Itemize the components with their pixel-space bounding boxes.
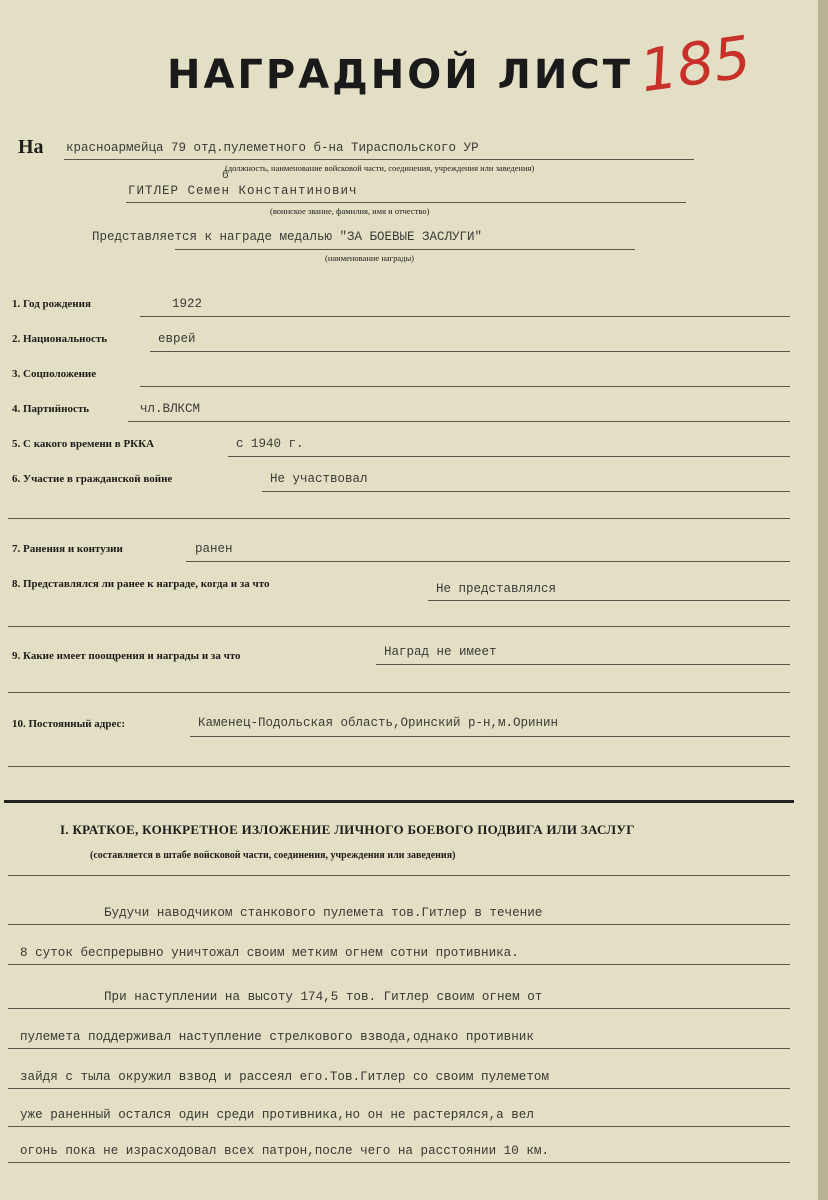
- field-label: 7. Ранения и контузии: [12, 543, 123, 555]
- field-value: Наград не имеет: [384, 645, 497, 659]
- paper-edge: [818, 0, 828, 1200]
- field-value: еврей: [158, 332, 196, 346]
- field-label: 10. Постоянный адрес:: [12, 718, 126, 730]
- field-value: чл.ВЛКСМ: [140, 402, 201, 416]
- field-value: с 1940 г.: [236, 437, 304, 451]
- field-label: 1. Год рождения: [12, 298, 91, 310]
- name-value: ГИТЛЕР Семен Константинович: [128, 184, 358, 198]
- field-value: Каменец-Подольская область,Оринский р-н,м.Оринин: [198, 716, 559, 730]
- section-divider: [4, 800, 794, 803]
- narrative-line: При наступлении на высоту 174,5 тов. Гитлер своим огнем от: [104, 990, 543, 1004]
- award-hint: (наименование награды): [325, 253, 415, 263]
- field-label: 5. С какого времени в РККА: [12, 438, 155, 450]
- narrative-line: Будучи наводчиком станкового пулемета тов.Гитлер в течение: [104, 906, 543, 920]
- name-accent: б: [222, 170, 229, 182]
- name-hint: (воинское звание, фамилия, имя и отчество): [270, 206, 430, 216]
- addressee-hint: (должность, наименование войсковой части, соединения, учреждения или заведения): [225, 163, 535, 173]
- folio-number: 185: [635, 22, 755, 106]
- field-label: 6. Участие в гражданской войне: [12, 473, 173, 485]
- field-value: 1922: [172, 297, 203, 311]
- field-label: 8. Представлялся ли ранее к награде, когда и за что: [12, 578, 270, 590]
- narrative-line: огонь пока не израсходовал всех патрон,после чего на расстоянии 10 км.: [20, 1144, 550, 1158]
- narrative-line: зайдя с тыла окружил взвод и рассеял его.Тов.Гитлер со своим пулеметом: [20, 1070, 550, 1084]
- narrative-line: уже раненный остался один среди противника,но он не растерялся,а вел: [20, 1108, 534, 1122]
- section-title: I. КРАТКОЕ, КОНКРЕТНОЕ ИЗЛОЖЕНИЕ ЛИЧНОГО БОЕВОГО ПОДВИГА ИЛИ ЗАСЛУГ: [60, 822, 635, 837]
- field-value: Не участвовал: [270, 472, 368, 486]
- field-label: 2. Национальность: [12, 333, 108, 345]
- field-label: 4. Партийность: [12, 403, 90, 415]
- document-title: НАГРАДНОЙ ЛИСТ: [166, 52, 634, 98]
- field-value: Не представлялся: [436, 582, 557, 596]
- field-value: ранен: [195, 542, 233, 556]
- section-subtitle: (составляется в штабе войсковой части, соединения, учреждения или заведения): [90, 850, 456, 861]
- field-label: 3. Соцположение: [12, 368, 97, 380]
- addressee-value: красноармейца 79 отд.пулеметного б-на Тираспольского УР: [66, 141, 479, 155]
- award-value: Представляется к награде медалью "ЗА БОЕВЫЕ ЗАСЛУГИ": [92, 230, 483, 244]
- na-label: На: [18, 136, 44, 158]
- narrative-line: пулемета поддерживал наступление стрелкового взвода,однако противник: [20, 1030, 534, 1044]
- narrative-line: 8 суток беспрерывно уничтожал своим метким огнем сотни противника.: [20, 946, 519, 960]
- field-label: 9. Какие имеет поощрения и награды и за что: [12, 650, 241, 662]
